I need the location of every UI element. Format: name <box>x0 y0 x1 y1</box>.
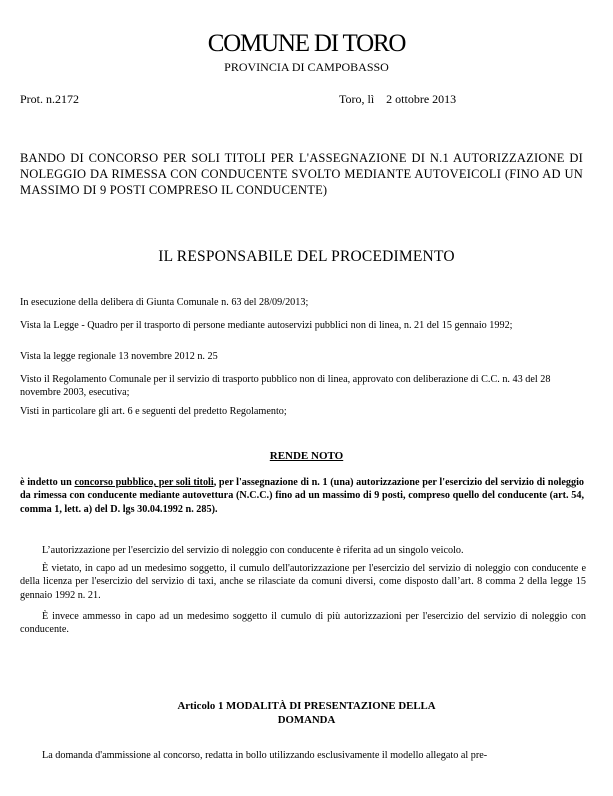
body-paragraph-text: L’autorizzazione per l'esercizio del servizio di noleggio con conducente è riferita ad un singolo veicolo. <box>42 545 464 556</box>
announcement-underlined: concorso pubblico, per soli titoli <box>74 477 214 488</box>
announcement-paragraph <box>20 476 584 516</box>
body-paragraph <box>20 610 586 637</box>
place-date <box>339 92 456 107</box>
protocol-number: Prot. n.2172 <box>20 92 80 106</box>
page-subtitle: PROVINCIA DI CAMPOBASSO <box>224 60 389 74</box>
body-paragraph-last <box>20 749 586 762</box>
body-paragraph <box>20 562 586 602</box>
last-line-text: La domanda d'ammissione al concorso, redatta in bollo utilizzando esclusivamente il modello allegato al pre- <box>42 750 488 761</box>
bando-heading: BANDO DI CONCORSO PER SOLI TITOLI PER L'ASSEGNAZIONE DI N.1 AUTORIZZAZIONE DI NOLEGGIO DA RIMESSA CON CONDUCENTE SVOLTO MEDIANTE AUTOVEICOLI (FINO AD UN MASSIMO DI 9 POSTI COMPRESO IL CONDUCENTE) <box>20 151 583 197</box>
page-title: COMUNE DI TORO <box>207 30 406 57</box>
article-heading <box>0 699 613 727</box>
responsabile-heading: IL RESPONSABILE DEL PROCEDIMENTO <box>158 248 455 265</box>
body-paragraph <box>20 544 586 557</box>
article-heading-line1: Articolo 1 MODALITÀ DI PRESENTAZIONE DELLA <box>177 700 436 712</box>
body-paragraph-text: È invece ammesso in capo ad un medesimo soggetto il cumulo di più autorizzazioni per l'esercizio del servizio di noleggio con conducente. <box>20 611 586 636</box>
premise-item: Vista la legge regionale 13 novembre 2012 n. 25 <box>20 351 218 362</box>
premise-item: Vista la Legge - Quadro per il trasporto di persone mediante autoservizi pubblici non di linea, n. 21 del 15 gennaio 1992; <box>20 320 513 331</box>
premise-item: Visto il Regolamento Comunale per il servizio di trasporto pubblico non di linea, approvato con deliberazione di C.C. n. 43 del 28 novembre 2003, esecutiva; <box>20 374 551 398</box>
announcement-pre: è indetto un <box>20 477 75 488</box>
premise-item: In esecuzione della delibera di Giunta Comunale n. 63 del 28/09/2013; <box>20 297 309 308</box>
place-date-text: Toro, lì 2 ottobre 2013 <box>339 92 457 106</box>
body-paragraph-text: È vietato, in capo ad un medesimo soggetto, il cumulo dell'autorizzazione per l'esercizio del servizio di noleggio con conducente e della licenza per l'esercizio del servizio di taxi, anche se rilasciate da comuni diversi, come disposto dall’art. 8 comma 2 della legge 15 gennaio 1992 n. 21. <box>20 563 586 601</box>
article-heading-line2: DOMANDA <box>277 714 336 726</box>
premise-item: Visti in particolare gli art. 6 e seguenti del predetto Regolamento; <box>20 406 287 417</box>
announcement-post: , per l'assegnazione di n. 1 (una) autorizzazione per l'esercizio del servizio di noleggio da rimessa con conducente mediante autovettura (N.C.C.) fino ad un massimo di 9 posti, compreso quello del conducente (art. 54, comma 1, lett. a) del D. lgs 30.04.1992 n. 285). <box>20 477 585 515</box>
rende-noto-heading: RENDE NOTO <box>269 450 344 462</box>
